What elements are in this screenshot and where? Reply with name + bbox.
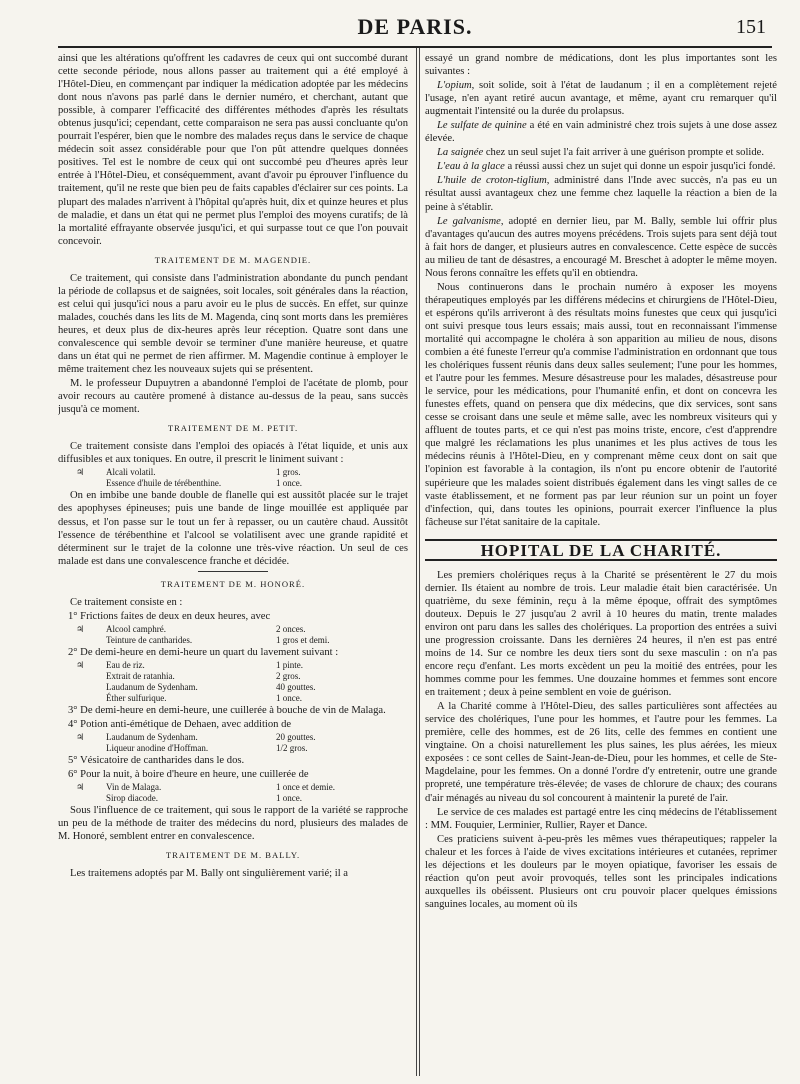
list-item: 6° Pour la nuit, à boire d'heure en heure, une cuillerée de <box>68 769 309 781</box>
prescription-line <box>76 743 408 754</box>
recipe-symbol: ♃ <box>76 731 85 742</box>
prescription-line <box>76 467 408 478</box>
paragraph: A la Charité comme à l'Hôtel-Dieu, des salles particulières sont affectées au service des cholériques, l'une pour les hommes, et l'autre pour les femmes. La première, celle des hommes, est de 26 lits, celle des femmes en contient une vingtaine. On a choisi naturellement les plus saines, les plus aérées, les mieux exposées : ce sont celles de Saint-Jean-de-Dieu, pour les hommes, et celle de Ste-Magdelaine, pour les femmes. On a donné l'ordre d'y entretenir, outre une grande propreté, une température très-élevée; de vases de chlorure de chaux; des courans d'air ménagés au niveau du sol concourent à maintenir la pureté de l'air. <box>425 701 777 804</box>
term-croton: L'huile de croton-tiglium <box>437 175 547 187</box>
section-heading-charite: HOPITAL DE LA CHARITÉ. <box>425 539 777 561</box>
ingredient: Alcali volatil. <box>106 467 156 478</box>
term-quinine: Le sulfate de quinine <box>437 120 527 132</box>
recipe-symbol: ♃ <box>76 782 85 793</box>
ingredient: Vin de Malaga. <box>106 782 162 793</box>
term-text: chez un seul sujet l'a fait arriver à une guérison prompte et solide. <box>483 147 764 159</box>
quantity: 1 once et demie. <box>276 782 335 793</box>
recipe-symbol: ♃ <box>76 467 85 478</box>
quantity: 20 gouttes. <box>276 731 316 742</box>
quantity: 2 gros. <box>276 670 301 681</box>
paragraph: Les traitemens adoptés par M. Bally ont singulièrement varié; il a <box>70 868 349 880</box>
separator-rule <box>198 571 268 572</box>
section-title-honore: TRAITEMENT DE M. HONORÉ. <box>160 578 306 589</box>
column-rule <box>416 48 417 1076</box>
page-header <box>58 12 772 48</box>
paragraph: Les premiers cholériques reçus à la Charité se présentèrent le 27 du mois dernier. Ils étaient au nombre de trois. Leur maladie était bien caractérisée. Un quatrième, du sexe féminin, reçu à la même époque, offrait des symptômes douteux. Depuis le 27 jusqu'au 2 avril à 10 heures du matin, trente malades environ ont paru dans les salles des cholériques. La proportion des entrées a suivi une progression croissante. Dans les dernières 24 heures, il n'en est pas entré moins de 14. Sur ce nombre les deux tiers sont du sexe masculin : on n'a pas encore reçu d'enfant. Les morts excèdent un peu la moitié des entrées, pour les hommes comme pour les femmes. Une douzaine hommes et femmes sont encore en traitement ; deux à peine semblent en voie de guérison. <box>425 569 777 699</box>
prescription-line <box>76 671 408 682</box>
list-item: 4° Potion anti-émétique de Dehaen, avec addition de <box>68 718 292 730</box>
ingredient: Liqueur anodine d'Hoffman. <box>106 742 209 753</box>
paragraph: Sous l'influence de ce traitement, qui sous le rapport de la variété se rapproche un peu de la méthode de traiter des médecins du nord, plusieurs des malades de M. Honoré, semblent entrer en convalescence. <box>58 805 408 843</box>
list-item: 1° Frictions faites de deux en deux heures, avec <box>68 610 271 622</box>
paragraph: M. le professeur Dupuytren a abandonné l'emploi de l'acétate de plomb, pour avoir recours au cautère promené à distance au-dessus de la peau, sans succès jusqu'à ce moment. <box>58 378 408 416</box>
quantity: 1 once. <box>276 478 302 489</box>
prescription-line <box>76 682 408 693</box>
ingredient: Laudanum de Sydenham. <box>106 731 198 742</box>
paragraph: Ce traitement, qui consiste dans l'administration abondante du punch pendant la période de collapsus et de saignées, soit locales, soit générales dans la réaction, est celui qui jusqu'ici nous a paru avoir eu le plus de succès. En effet, sur quinze malades, couchés dans les lits de M. Magenda, cinq sont morts dans les premières heures, et deux plus de dix-heures après leur réception. Quatre sont dans une convalescence qui semble devoir se terminer d'une manière heureuse, et quatre dans un état qui ne permet de rien affirmer. M. Magendie continue à employer le même traitement chez les nouveaux sujets qui se présentent. <box>58 272 408 376</box>
quantity: 40 gouttes. <box>276 681 316 692</box>
term-saignee: La saignée <box>437 147 484 159</box>
prescription-line <box>76 660 408 671</box>
paragraph: Ce traitement consiste dans l'emploi des opiacés à l'état liquide, et unis aux diffusibles et aux toniques. En outre, il prescrit le liniment suivant : <box>58 441 408 466</box>
ingredient: Laudanum de Sydenham. <box>106 681 198 692</box>
recipe-symbol: ♃ <box>76 659 85 670</box>
quantity: 2 onces. <box>276 623 306 634</box>
prescription-line <box>76 793 408 804</box>
quantity: 1 once. <box>276 793 302 804</box>
paragraph <box>425 174 777 213</box>
term-text: a réussi aussi chez un sujet qui donne un espoir jusqu'ici fondé. <box>504 161 776 173</box>
paragraph: ainsi que les altérations qu'offrent les cadavres de ceux qui ont succombé durant cette seconde période, nous allons passer au traitement qui a été employé à l'Hôtel-Dieu, en commençant par indiquer la médication adoptée par les médecins dont nous n'avons pas parlé dans le dernier numéro, et cherchant, autant que possible, à comparer l'efficacité des différentes méthodes d'après les résultats obtenus jusqu'ici; cependant, cette comparaison ne sera pas aussi concluante qu'on pourrait l'espérer, bien que le nombre des malades reçus dans le service de chaque médecin soit assez considérable pour que l'on pût attendre quelques données positives. Tel est le nombre de ceux qui ont succombé peu d'heures après leur entrée à l'Hôtel-Dieu, et conséquemment, avant d'avoir pu éprouver l'influence du traitement, qu'il ne reste que bien peu de faits capables d'éclairer sur ces points. La plupart des malades n'arrivent à l'hôpital qu'après huit, dix et quinze heures et plus de maladie, et dans un état qui ne permet plus l'emploi des moyens curatifs; de là la mortalité effrayante observée jusqu'ici, et qui surpasse tout ce que l'on pouvait concevoir. <box>58 53 408 247</box>
ingredient: Extrait de ratanhia. <box>106 670 175 681</box>
prescription-line <box>76 782 408 793</box>
term-text: a été en vain administré chez trois sujets à une dose assez élevée. <box>425 120 777 145</box>
left-column <box>58 52 408 1076</box>
paragraph: Le service de ces malades est partagé entre les cinq médecins de l'établissement : MM. Fouquier, Lerminier, Rullier, Rayer et Dance. <box>425 806 777 831</box>
paragraph: On en imbibe une bande double de flanelle qui est aussitôt placée sur le trajet des apophyses épineuses; puis une bande de linge mouillée est appliquée par dessus, et l'on passe sur le tout un fer à repasser, ou un cautère chaud. Aussitôt l'essence de térébenthine et l'alcool se volatilisent avec une grande rapidité et déterminent sur le trajet de la colonne une très-vive réaction. Un seul de ces malade est dans une convalescence franche et décidée. <box>58 490 408 567</box>
ingredient: Eau de riz. <box>106 659 145 670</box>
right-column <box>425 52 777 1076</box>
section-title-petit: TRAITEMENT DE M. PETIT. <box>167 423 299 434</box>
term-text: , soit solide, soit à l'état de laudanum ; il en a complètement rejeté l'usage, n'en ayant retiré aucun avantage, et même, ayant cru remarquer qu'il augmentait l'intensité ou la durée du prolapsus. <box>425 80 777 118</box>
ingredient: Éther sulfurique. <box>106 692 167 703</box>
prescription-line <box>76 635 408 646</box>
quantity: 1 pinte. <box>276 659 303 670</box>
ingredient: Essence d'huile de térébenthine. <box>106 478 222 489</box>
paragraph <box>425 79 777 118</box>
paragraph <box>425 160 777 173</box>
quantity: 1/2 gros. <box>276 742 308 753</box>
page-number: 151 <box>736 16 766 38</box>
ingredient: Sirop diacode. <box>106 793 158 804</box>
quantity: 1 gros. <box>276 467 301 478</box>
list-item: 3° De demi-heure en demi-heure, une cuillerée à bouche de vin de Malaga. <box>68 704 386 716</box>
term-opium: L'opium <box>437 80 472 92</box>
term-glace: L'eau à la glace <box>437 161 505 173</box>
list-item: 5° Vésicatoire de cantharides dans le dos. <box>68 754 245 766</box>
paragraph <box>425 119 777 145</box>
paragraph: Ce traitement consiste en : <box>70 596 183 608</box>
ingredient: Teinture de cantharides. <box>106 634 193 645</box>
list-item: 2° De demi-heure en demi-heure un quart du lavement suivant : <box>68 646 339 658</box>
paragraph <box>425 146 777 159</box>
paragraph <box>425 215 777 280</box>
prescription-line <box>76 478 408 489</box>
prescription-line <box>76 624 408 635</box>
ingredient: Alcool camphré. <box>106 623 166 634</box>
section-title-magendie: TRAITEMENT DE M. MAGENDIE. <box>154 254 312 265</box>
term-galvanisme: Le galvanisme <box>437 215 501 227</box>
paragraph: Nous continuerons dans le prochain numéro à exposer les moyens thérapeutiques employés par les différens médecins et chirurgiens de l'Hôtel-Dieu, et espérons qu'ils arriveront à des résultats moins funestes que ceux qui jusqu'ici ont suivi presque tous leurs essais; mais aussi, tout en reconnaissant l'immense mortalité qui accompagne le choléra à son apparition au milieu de nous, disons combien a été funeste l'erreur qu'a commise l'administration en ordonnant que tous les cholériques fussent réunis dans deux salles seulement; l'une pour les hommes, et l'autre pour les femmes. Mesure désastreuse pour les malades, désastreuse pour le service, pour les médications, pour l'humanité enfin, et dont on concevra les funestes effets, quand on pensera que dix médecins, que dix services, sont sans cesse se croisant dans une seule et même salle, avec les nombreux visiteurs qui y affluent de toutes parts, et ce qui n'est pas moins triste, encore, c'est d'apprendre que malgré les réclamations les plus unanimes et les plus actives de tous les médecins réunis à l'Hôtel-Dieu, en y comprenant même ceux dont on sait que l'opinion est favorable à la contagion, ils n'ont pu encore obtenir de l'autorité supérieure que les malades soient distribués également dans les vingt salles de ce vaste établissement, et ne forment pas par leur réunion sur un point un foyer d'infection, qui, dans toutes les opinions, pourrait exercer l'influence la plus fâcheuse sur l'état sanitaire de la capitale. <box>425 281 777 528</box>
running-title: DE PARIS. <box>357 14 473 39</box>
prescription-line <box>76 693 408 704</box>
prescription-line <box>76 732 408 743</box>
section-title-bally: TRAITEMENT DE M. BALLY. <box>165 850 301 861</box>
recipe-symbol: ♃ <box>76 623 85 634</box>
term-text: , administré dans l'Inde avec succès, n'a pas eu un résultat aussi avantageux chez une femme chez laquelle la réaction a bien de la peine à s'établir. <box>425 175 777 213</box>
paragraph: essayé un grand nombre de médications, dont les plus importantes sont les suivantes : <box>425 53 777 78</box>
paragraph: Ces praticiens suivent à-peu-près les mêmes vues thérapeutiques; rappeler la chaleur et les forces à l'aide de vives excitations intérieures et cutanées, reprimer les déjections et les douleurs par le moyen opiatique, favoriser les essais de réaction qu'on peut avoir provoqués, telles sont les principales indications auxquelles ils obéissent. Plusieurs ont cru pouvoir placer quelques émissions sanguines locales, au moment où ils <box>425 833 777 910</box>
quantity: 1 gros et demi. <box>276 634 330 645</box>
term-text: , adopté en dernier lieu, par M. Bally, semble lui offrir plus d'avantages qu'aucun des autres moyens précédens. Trois sujets para sent déjà tout à fait hors de danger, et plusieurs autres en convalescence. Cette espèce de succès au milieu de tant de désastres, a encouragé M. Breschet à adopter le même moyen. Nous ferons connaître les effets qu'il en obtiendra. <box>425 215 777 279</box>
column-rule-inner <box>419 48 420 1076</box>
quantity: 1 once. <box>276 692 302 703</box>
